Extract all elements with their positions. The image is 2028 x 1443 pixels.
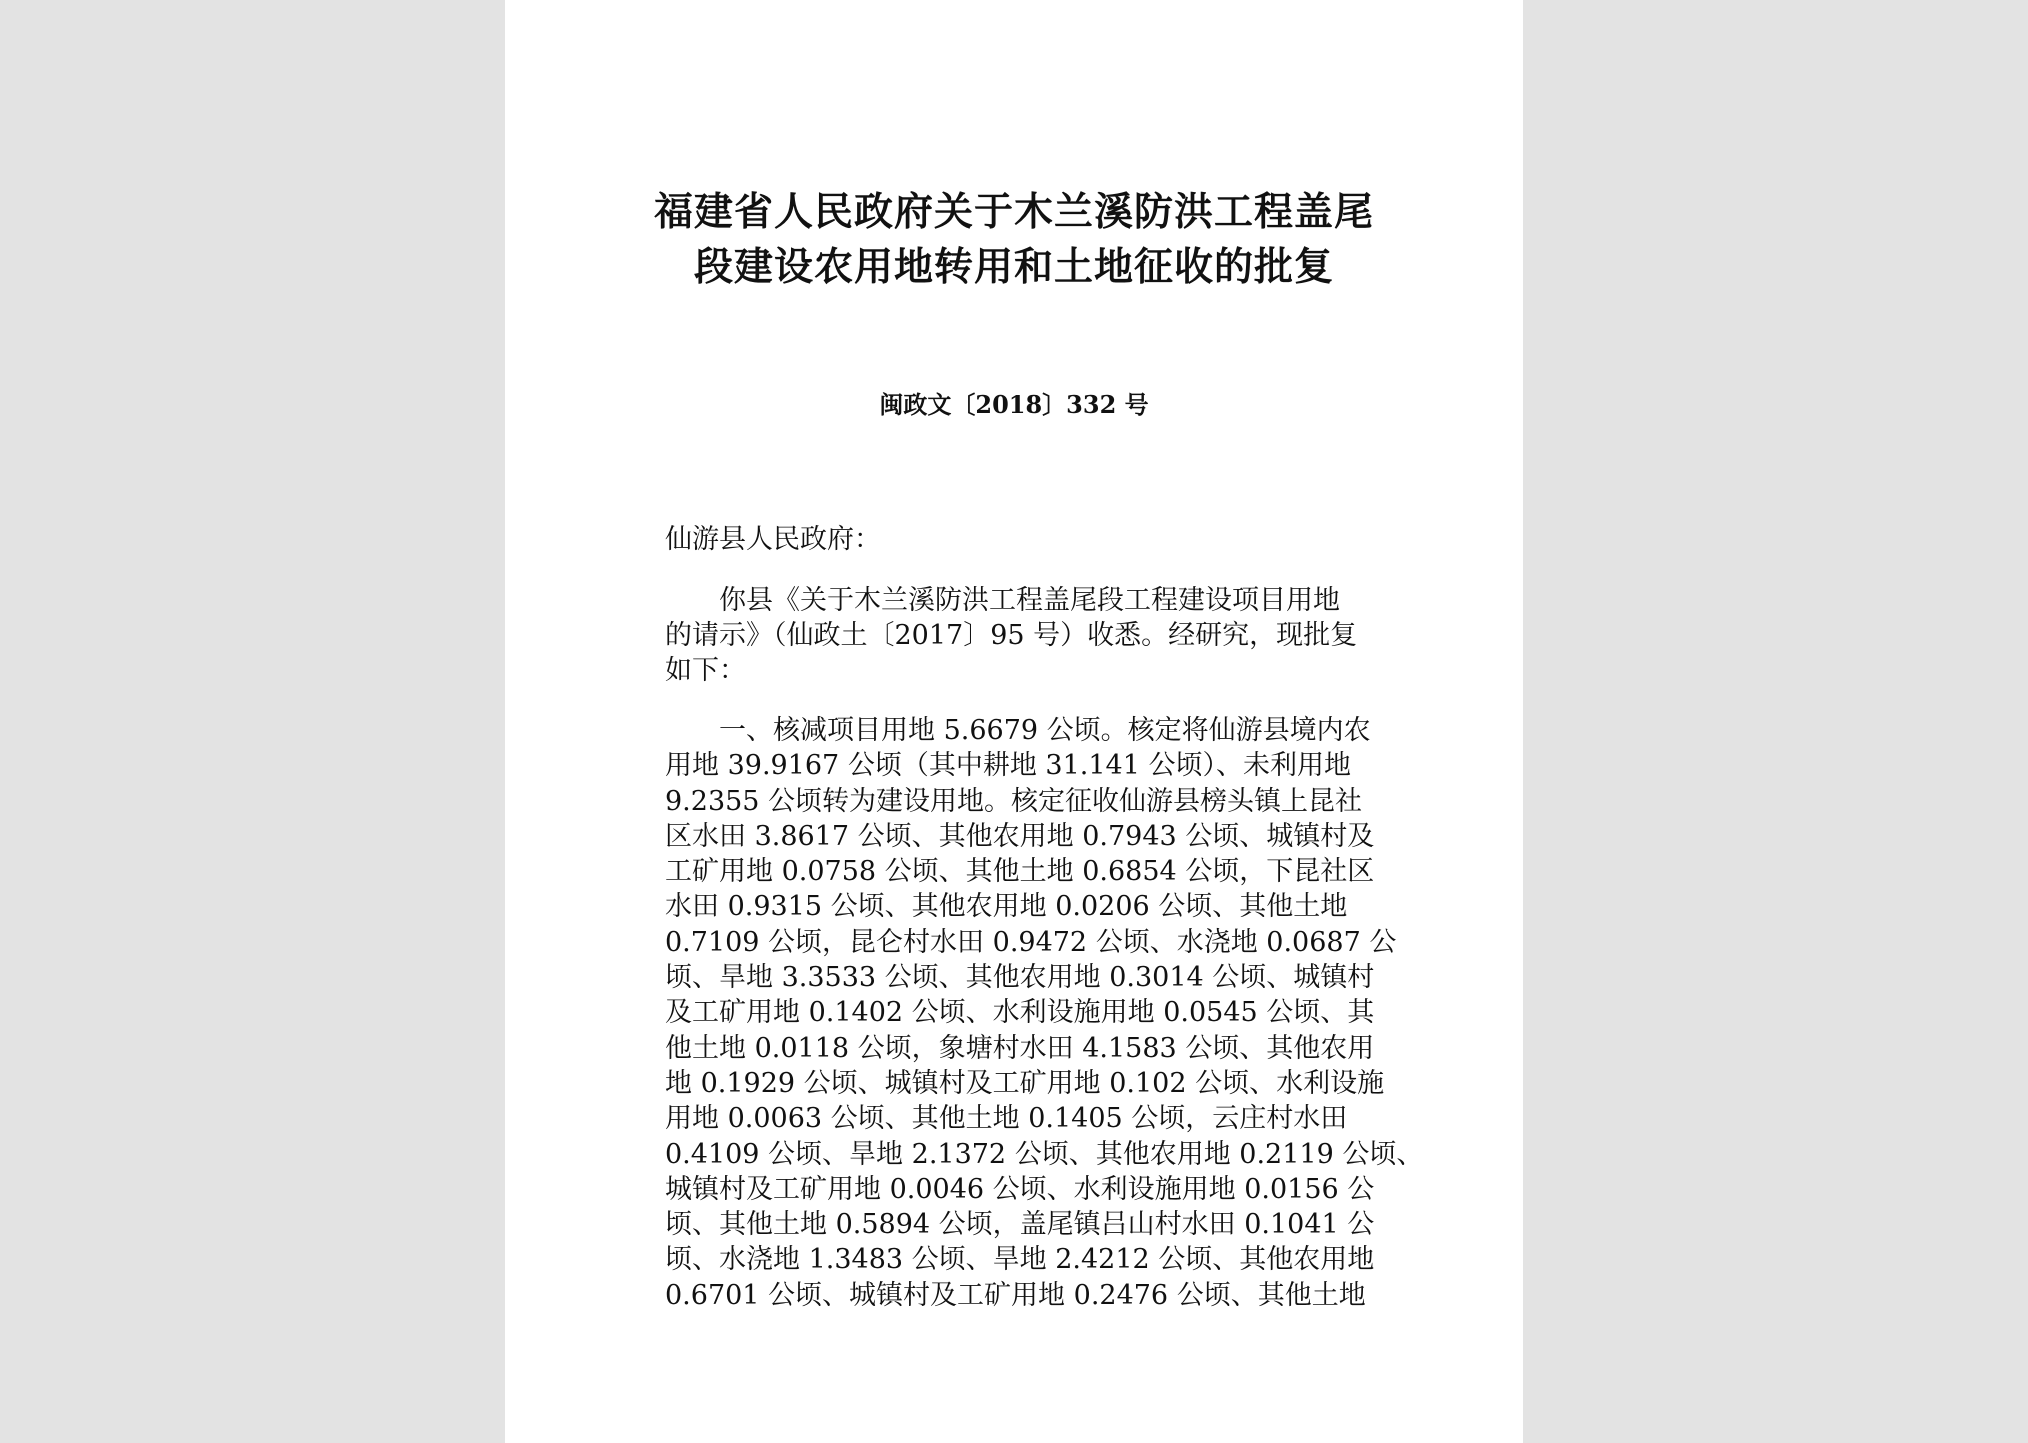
text-line: 的请示》（仙政土〔2017〕95 号）收悉。经研究，现批复: [665, 620, 1358, 651]
document-title: [505, 185, 1523, 295]
text-line: 及工矿用地 0.1402 公顷、水利设施用地 0.0545 公顷、其: [665, 997, 1375, 1029]
text-line: 区水田 3.8617 公顷、其他农用地 0.7943 公顷、城镇村及: [665, 820, 1375, 852]
text-line: 顷、其他土地 0.5894 公顷，盖尾镇吕山村水田 0.1041 公: [665, 1209, 1375, 1241]
document-page: [505, 0, 1523, 1443]
text-line: 顷、旱地 3.3533 公顷、其他农用地 0.3014 公顷、城镇村: [665, 962, 1375, 994]
paragraph-item-one: [665, 713, 1424, 1313]
text-line: 0.4109 公顷、旱地 2.1372 公顷、其他农用地 0.2119 公顷、: [665, 1138, 1424, 1170]
text-line: 0.7109 公顷，昆仑村水田 0.9472 公顷、水浇地 0.0687 公: [665, 926, 1397, 958]
text-line: 一、核减项目用地 5.6679 公顷。核定将仙游县境内农: [665, 715, 1371, 746]
text-line: 顷、水浇地 1.3483 公顷、旱地 2.4212 公顷、其他农用地: [665, 1244, 1375, 1276]
title-line: 段建设农用地转用和土地征收的批复: [693, 244, 1334, 290]
text-line: 他土地 0.0118 公顷，象塘村水田 4.1583 公顷、其他农用: [665, 1032, 1375, 1064]
text-line: 城镇村及工矿用地 0.0046 公顷、水利设施用地 0.0156 公: [665, 1173, 1375, 1205]
title-line: 福建省人民政府关于木兰溪防洪工程盖尾: [653, 189, 1374, 235]
text-line: 你县《关于木兰溪防洪工程盖尾段工程建设项目用地: [665, 585, 1340, 616]
text-line: 用地 0.0063 公顷、其他土地 0.1405 公顷，云庄村水田: [665, 1103, 1348, 1135]
document-number: 闽政文〔2018〕332 号: [879, 390, 1149, 419]
text-line: 如下：: [665, 655, 746, 686]
text-line: 水田 0.9315 公顷、其他农用地 0.0206 公顷、其他土地: [665, 891, 1348, 923]
text-line: 用地 39.9167 公顷（其中耕地 31.141 公顷）、未利用地: [665, 750, 1351, 782]
text-line: 地 0.1929 公顷、城镇村及工矿用地 0.102 公顷、水利设施: [665, 1067, 1385, 1099]
text-line: 0.6701 公顷、城镇村及工矿用地 0.2476 公顷、其他土地: [665, 1279, 1366, 1311]
paragraph-intro: [665, 583, 1385, 688]
text-line: 9.2355 公顷转为建设用地。核定征收仙游县榜头镇上昆社: [665, 785, 1363, 817]
addressee: 仙游县人民政府：: [665, 524, 881, 555]
text-line: 工矿用地 0.0758 公顷、其他土地 0.6854 公顷，下昆社区: [665, 856, 1375, 888]
